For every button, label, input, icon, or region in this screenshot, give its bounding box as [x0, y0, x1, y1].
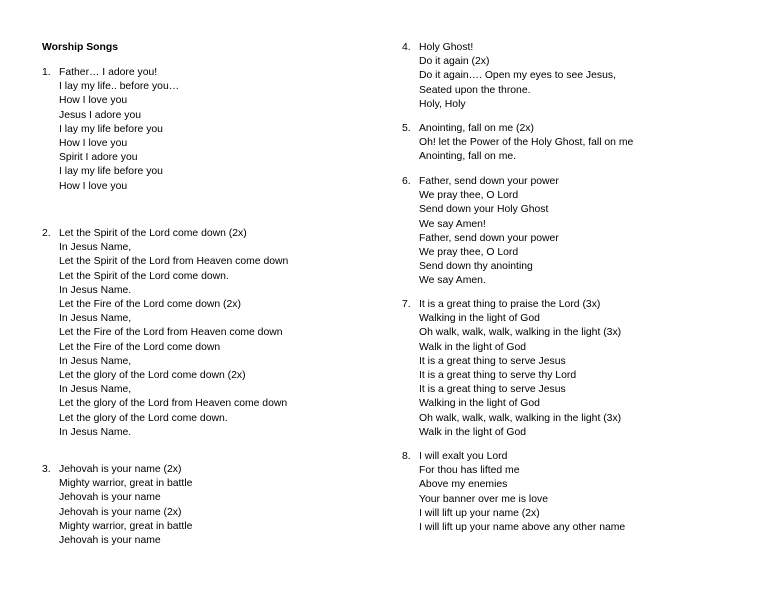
lyric-line: Anointing, fall on me (2x) — [419, 123, 534, 134]
lyric-line: I will exalt you Lord — [419, 451, 508, 462]
lyric-line: In Jesus Name, — [59, 384, 132, 396]
song-2 — [42, 227, 288, 440]
lyric-line: Jehovah is your name — [59, 535, 161, 547]
lyric-line: Let the Fire of the Lord from Heaven come down — [59, 327, 283, 339]
lyric-line: In Jesus Name. — [59, 284, 132, 296]
lyric-line: Jehovah is your name (2x) — [59, 506, 182, 518]
song-number: 5. — [402, 123, 411, 134]
song-lines — [419, 298, 621, 440]
lyric-line: Your banner over me is love — [419, 493, 548, 505]
lyric-line: Mighty warrior, great in battle — [59, 478, 193, 490]
song-number: 4. — [402, 42, 411, 53]
lyric-line: Let the Fire of the Lord come down (2x) — [59, 299, 241, 311]
lyric-line: How I love you — [59, 180, 128, 192]
lyric-line: Anointing, fall on me. — [419, 151, 517, 163]
song-number: 7. — [402, 299, 411, 310]
song-6 — [402, 175, 559, 289]
lyric-line: I will lift up your name (2x) — [419, 507, 540, 519]
lyric-line: How I love you — [59, 138, 128, 150]
lyric-line: Walking in the light of God — [419, 398, 540, 410]
lyric-line: I lay my life.. before you… — [59, 81, 180, 93]
lyric-line: I will lift up your name above any other name — [419, 522, 626, 534]
lyric-line: Walk in the light of God — [419, 341, 527, 353]
lyric-line: In Jesus Name, — [59, 355, 132, 367]
lyric-line: Mighty warrior, great in battle — [59, 520, 193, 532]
lyric-line: In Jesus Name, — [59, 242, 132, 254]
lyric-line: In Jesus Name, — [59, 313, 132, 325]
lyric-line: Send down thy anointing — [419, 261, 533, 273]
lyric-line: Father, send down your power — [419, 176, 559, 187]
lyric-line: In Jesus Name. — [59, 426, 132, 438]
lyric-line: Let the Spirit of the Lord come down (2x) — [59, 228, 247, 239]
song-lines — [59, 227, 288, 440]
song-4 — [402, 41, 616, 112]
lyric-line: Do it again (2x) — [419, 56, 490, 68]
lyric-line: Walking in the light of God — [419, 313, 540, 325]
song-number: 3. — [42, 464, 51, 475]
lyric-line: Let the Spirit of the Lord from Heaven come down — [59, 256, 289, 268]
lyric-line: Holy, Holy — [419, 98, 466, 110]
lyric-line: Holy Ghost! — [419, 42, 474, 53]
lyric-line: Jehovah is your name (2x) — [59, 464, 182, 475]
lyric-line: We pray thee, O Lord — [419, 247, 519, 259]
lyric-line: It is a great thing to serve Jesus — [419, 384, 566, 396]
lyric-line: Let the Spirit of the Lord come down. — [59, 270, 229, 282]
lyric-line: Send down your Holy Ghost — [419, 204, 549, 216]
song-lines — [59, 463, 192, 548]
song-lines — [419, 41, 616, 112]
song-8 — [402, 450, 625, 535]
lyric-line: It is a great thing to praise the Lord (3x) — [419, 299, 601, 310]
song-5 — [402, 122, 633, 165]
lyric-line: Seated upon the throne. — [419, 84, 531, 96]
lyric-line: Father, send down your power — [419, 232, 559, 244]
lyric-line: Jehovah is your name — [59, 492, 161, 504]
lyric-line: Father… I adore you! — [59, 67, 158, 78]
song-lines — [59, 66, 179, 194]
lyric-line: For thou has lifted me — [419, 465, 520, 477]
song-lines — [419, 450, 625, 535]
lyric-line: Let the glory of the Lord come down. — [59, 412, 228, 424]
lyric-line: Jesus I adore you — [59, 109, 142, 121]
song-number: 6. — [402, 176, 411, 187]
song-number: 1. — [42, 67, 51, 78]
song-lines — [419, 122, 633, 165]
lyric-line: Let the glory of the Lord come down (2x) — [59, 370, 246, 382]
lyric-line: How I love you — [59, 95, 128, 107]
lyric-line: Walk in the light of God — [419, 426, 527, 438]
lyric-line: Spirit I adore you — [59, 152, 138, 164]
lyric-line: I lay my life before you — [59, 123, 163, 135]
lyric-line: Do it again…. Open my eyes to see Jesus, — [419, 70, 616, 82]
lyric-line: It is a great thing to serve thy Lord — [419, 370, 577, 382]
lyric-line: It is a great thing to serve Jesus — [419, 355, 566, 367]
song-1 — [42, 66, 179, 194]
lyric-line: Let the glory of the Lord from Heaven come down — [59, 398, 288, 410]
lyric-line: Oh walk, walk, walk, walking in the light (3x) — [419, 327, 622, 339]
page-title: Worship Songs — [42, 42, 119, 53]
lyric-line: I lay my life before you — [59, 166, 163, 178]
lyric-line: Oh walk, walk, walk, walking in the light (3x) — [419, 412, 622, 424]
song-number: 8. — [402, 451, 411, 462]
lyric-line: We say Amen. — [419, 275, 486, 287]
lyric-line: We say Amen! — [419, 218, 486, 230]
lyric-line: Above my enemies — [419, 479, 508, 491]
song-3 — [42, 463, 192, 548]
song-lines — [419, 175, 559, 289]
song-number: 2. — [42, 228, 51, 239]
song-7 — [402, 298, 621, 440]
lyric-line: Oh! let the Power of the Holy Ghost, fall on me — [419, 137, 634, 149]
lyric-line: We pray thee, O Lord — [419, 190, 519, 202]
lyric-line: Let the Fire of the Lord come down — [59, 341, 221, 353]
